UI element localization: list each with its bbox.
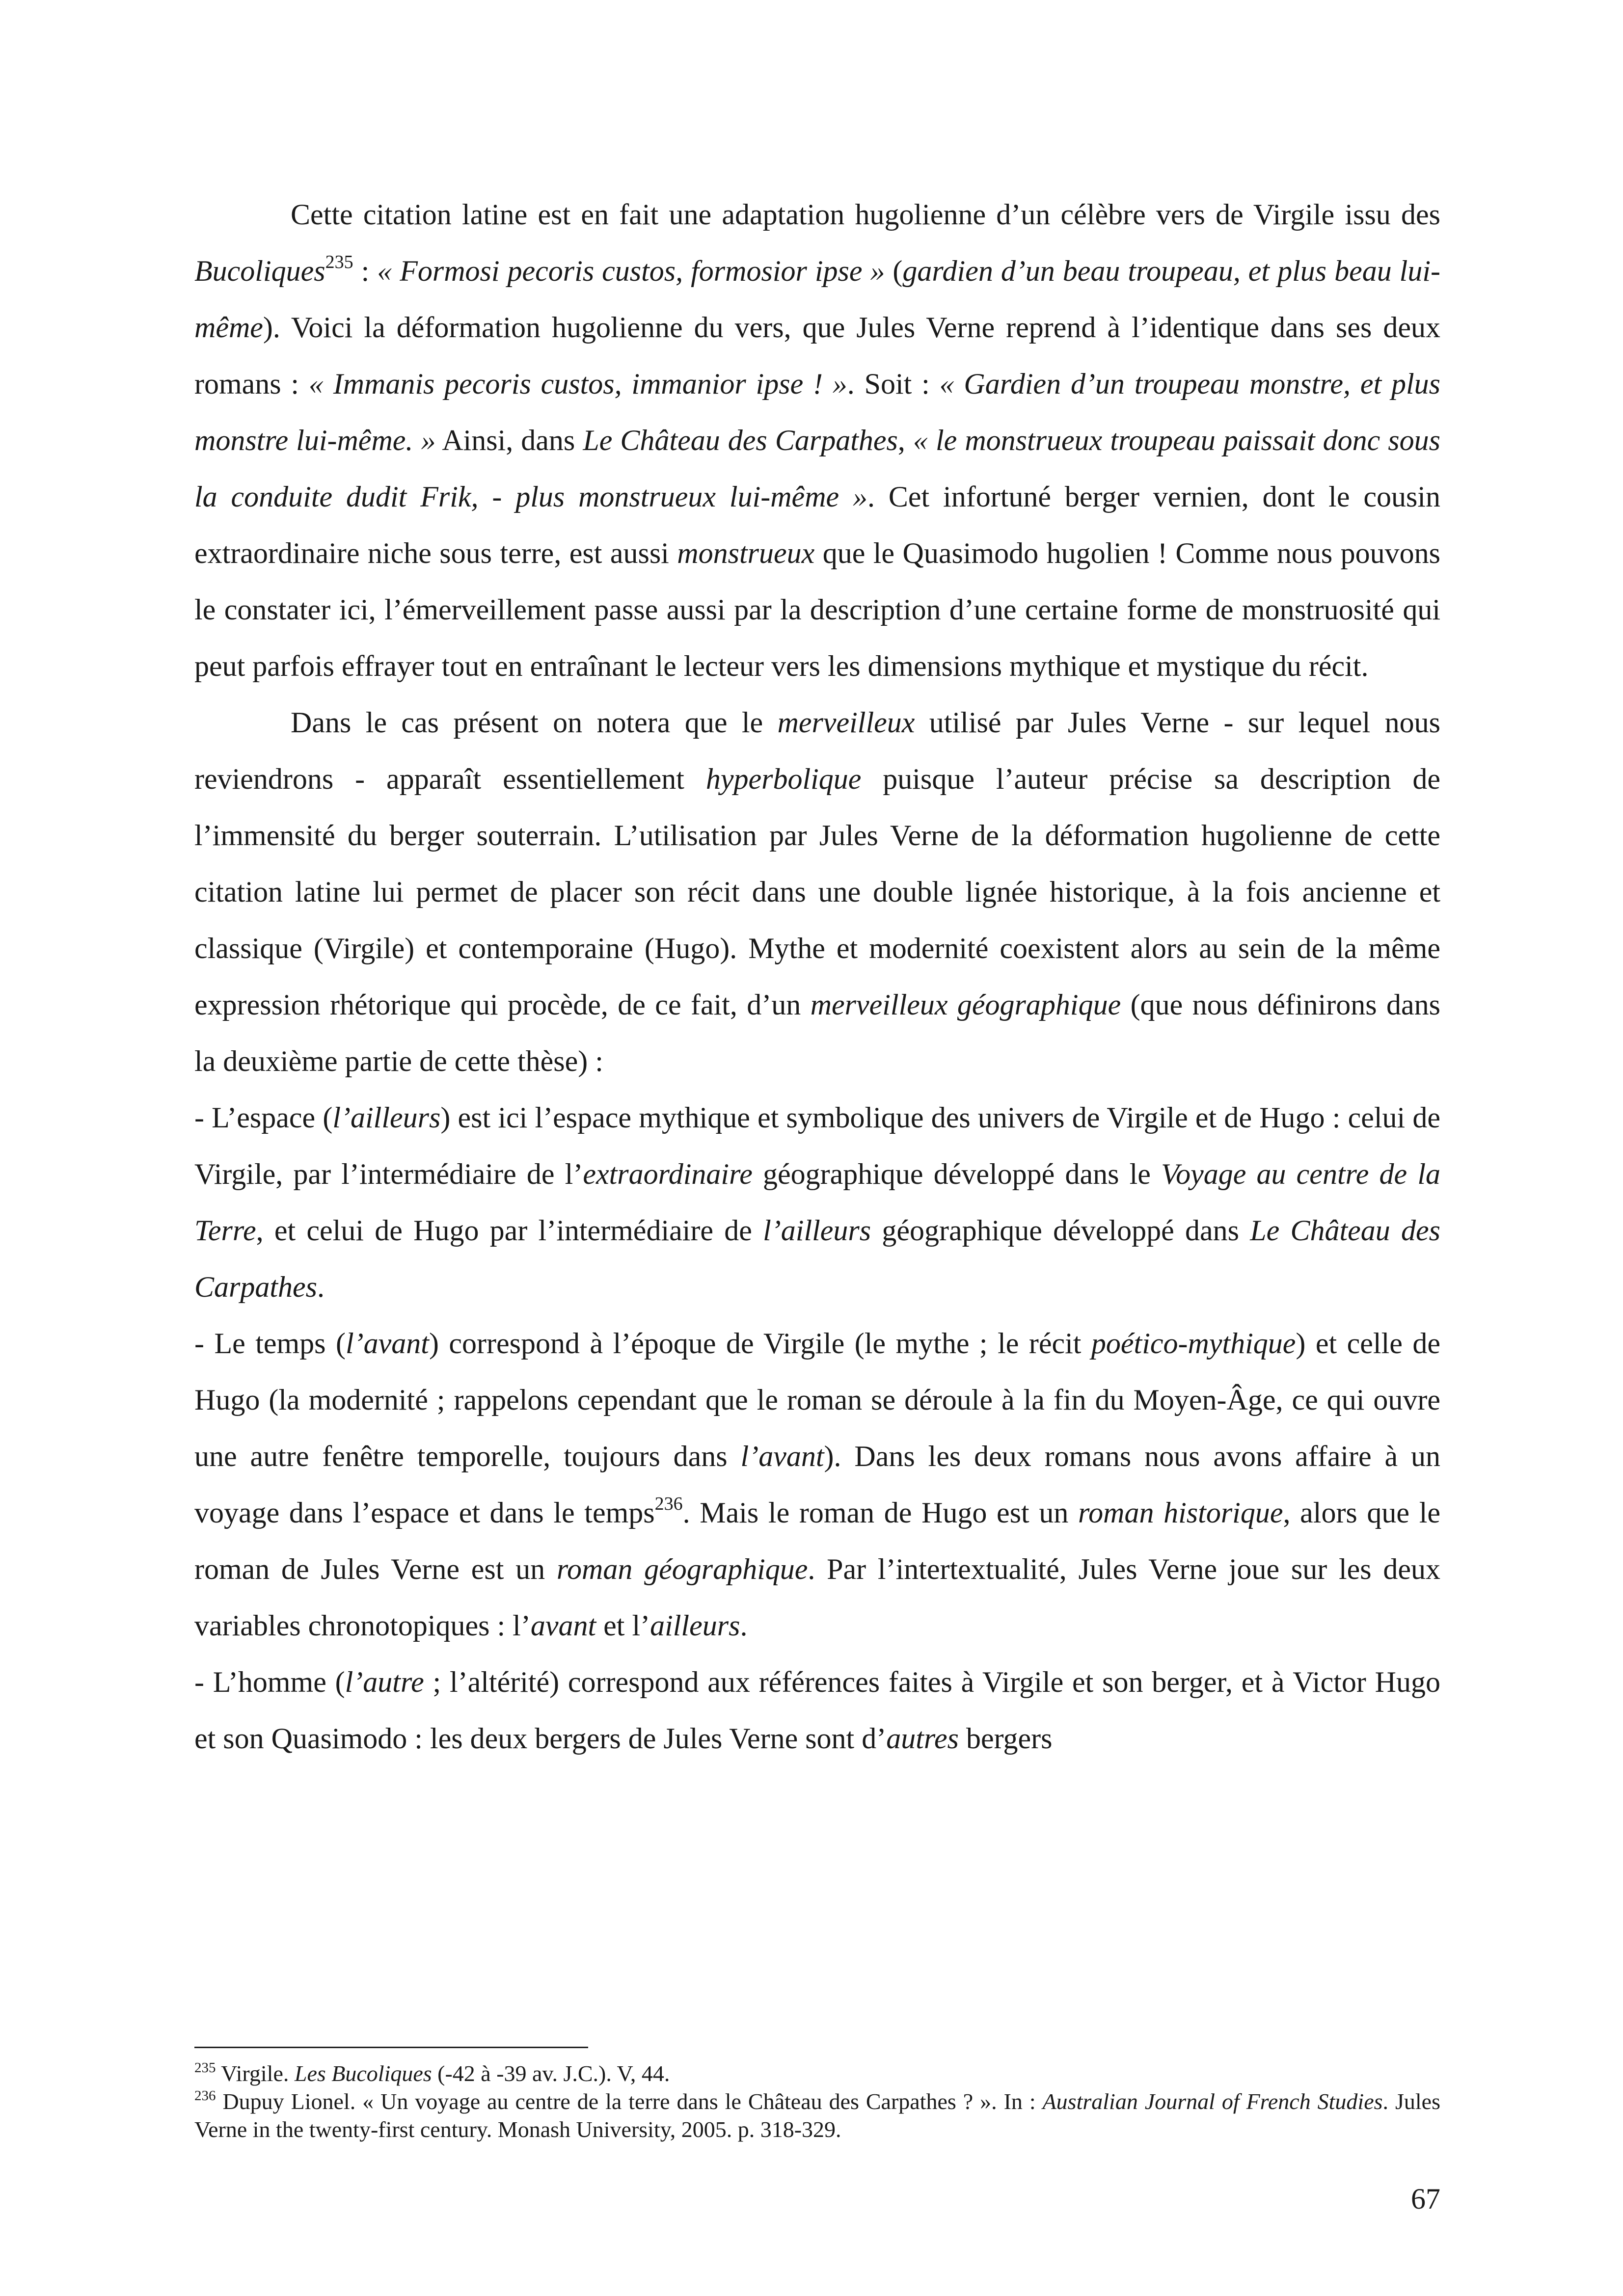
text-run: : (353, 255, 378, 287)
footnote (194, 2087, 1440, 2143)
italic-text: roman historique (1078, 1496, 1283, 1529)
text-run: - L’espace ( (194, 1101, 333, 1134)
text-run: . (317, 1271, 325, 1303)
italic-text: Le Château des Carpathes (194, 1214, 1440, 1303)
text-run: , (897, 424, 913, 456)
italic-text: ailleurs (650, 1609, 740, 1642)
italic-text: extraordinaire (583, 1158, 753, 1190)
text-run: que le Quasimodo hugolien ! Comme nous pouvons le constater ici, l’émerveillement passe aussi par la description d’une certaine forme de monstruosité qui peut parfois effrayer tout en entraînant le lecteur vers les dimensions mythique et mystique du récit. (194, 537, 1440, 682)
text-run: . Mais le roman de Hugo est un (682, 1496, 1079, 1529)
text-run: et l’ (596, 1609, 650, 1642)
italic-text: avant (530, 1609, 596, 1642)
italic-text: merveilleux (777, 706, 915, 739)
body-text (194, 187, 1440, 1767)
italic-text: Le Château des Carpathes (583, 424, 898, 456)
italic-text: roman géographique (556, 1553, 808, 1585)
footnotes (194, 2059, 1440, 2143)
body-paragraph (194, 1654, 1440, 1767)
text-run: géographique développé dans le (752, 1158, 1162, 1190)
text-run: puisque l’auteur précise sa description de l’immensité du berger souterrain. L’utilisation par Jules Verne de la déformation hugolienne de cette citation latine lui permet de placer son récit dans une double lignée historique, à la fois ancienne et classique (Virgile) et contemporaine (Hugo). Mythe et modernité coexistent alors au sein de la même expression rhétorique qui procède, de ce fait, d’un (194, 763, 1440, 1021)
text-run: (que nous définirons dans la deuxième partie de cette thèse) : (194, 988, 1441, 1077)
text-run: . Jules Verne in the twenty-first century. Monash University, 2005. p. 318-329. (194, 2089, 1440, 2142)
italic-text: « Gardien d’un troupeau monstre, et plus monstre lui-même. » (194, 368, 1440, 456)
text-run: ; l’altérité) correspond aux références faites à Virgile et son berger, et à Victor Hugo et son Quasimodo : les deux bergers de Jules Verne sont d’ (194, 1666, 1440, 1755)
italic-text: monstrueux (677, 537, 815, 569)
footnote-reference: 235 (325, 252, 353, 272)
italic-text: « le monstrueux troupeau paissait donc sous la conduite dudit Frik, - plus monstrueux lui-même » (194, 424, 1440, 513)
text-run: - L’homme ( (194, 1666, 345, 1698)
footnote-reference: 236 (194, 2088, 216, 2104)
italic-text: l’ailleurs (763, 1214, 871, 1247)
text-run: . Cet infortuné berger vernien, dont le cousin extraordinaire niche sous terre, est aussi (194, 481, 1440, 569)
italic-text: l’avant (346, 1327, 429, 1360)
text-run: ) est ici l’espace mythique et symbolique des univers de Virgile et de Hugo : celui de Virgile, par l’intermédiaire de l’ (194, 1101, 1440, 1190)
text-run: . (740, 1609, 748, 1642)
text-run: Virgile. (216, 2061, 295, 2086)
text-run: , alors que le roman de Jules Verne est un (194, 1496, 1441, 1585)
text-run: bergers (959, 1722, 1053, 1755)
footnote (194, 2059, 1440, 2087)
text-run: (-42 à -39 av. J.C.). V, 44. (432, 2061, 670, 2086)
text-run: Ainsi, dans (435, 424, 583, 456)
body-paragraph (194, 1090, 1440, 1315)
italic-text: l’ailleurs (332, 1101, 441, 1134)
italic-text: « Formosi pecoris custos, formosior ipse » (377, 255, 885, 287)
text-run: . Soit : (847, 368, 940, 400)
footnote-separator (194, 2047, 588, 2048)
text-run: ). Dans les deux romans nous avons affaire à un voyage dans l’espace et dans le temps (194, 1440, 1440, 1529)
italic-text: merveilleux géographique (810, 988, 1121, 1021)
italic-text: hyperbolique (705, 763, 862, 795)
italic-text: Voyage au centre de la Terre (194, 1158, 1441, 1247)
italic-text: autres (886, 1722, 959, 1755)
body-paragraph (194, 187, 1440, 694)
italic-text: gardien d’un beau troupeau, et plus beau lui-même (194, 255, 1440, 344)
text-run: Dupuy Lionel. « Un voyage au centre de la terre dans le Château des Carpathes ? ». In : (216, 2089, 1043, 2114)
body-paragraph (194, 1315, 1440, 1654)
italic-text: Bucoliques (194, 255, 325, 287)
text-run: Dans le cas présent on notera que le (291, 706, 778, 739)
italic-text: poético-mythique (1091, 1327, 1296, 1360)
text-run: ). Voici la déformation hugolienne du vers, que Jules Verne reprend à l’identique dans ses deux romans : (194, 311, 1440, 400)
footnote-reference: 235 (194, 2060, 216, 2076)
italic-text: « Immanis pecoris custos, immanior ipse ! » (308, 368, 847, 400)
text-run: ) et celle de Hugo (la modernité ; rappelons cependant que le roman se déroule à la fin du Moyen-Âge, ce qui ouvre une autre fenêtre temporelle, toujours dans (194, 1327, 1440, 1472)
italic-text: l’autre (345, 1666, 424, 1698)
text-run: . Par l’intertextualité, Jules Verne joue sur les deux variables chronotopiques : l’ (194, 1553, 1441, 1642)
text-run: Cette citation latine est en fait une adaptation hugolienne d’un célèbre vers de Virgile issu des (291, 198, 1440, 231)
text-run: - Le temps ( (194, 1327, 346, 1360)
text-run: utilisé par Jules Verne - sur lequel nous reviendrons - apparaît essentiellement (194, 706, 1441, 795)
text-run: géographique développé dans (871, 1214, 1250, 1247)
text-run: , et celui de Hugo par l’intermédiaire de (256, 1214, 763, 1247)
body-paragraph (194, 694, 1440, 1090)
text-run: ( (885, 255, 903, 287)
text-run: ) correspond à l’époque de Virgile (le mythe ; le récit (429, 1327, 1091, 1360)
footnote-reference: 236 (654, 1494, 683, 1514)
italic-text: Les Bucoliques (294, 2061, 432, 2086)
italic-text: l’avant (740, 1440, 824, 1472)
italic-text: Australian Journal of French Studies (1042, 2089, 1383, 2114)
page-number: 67 (1411, 2183, 1440, 2215)
